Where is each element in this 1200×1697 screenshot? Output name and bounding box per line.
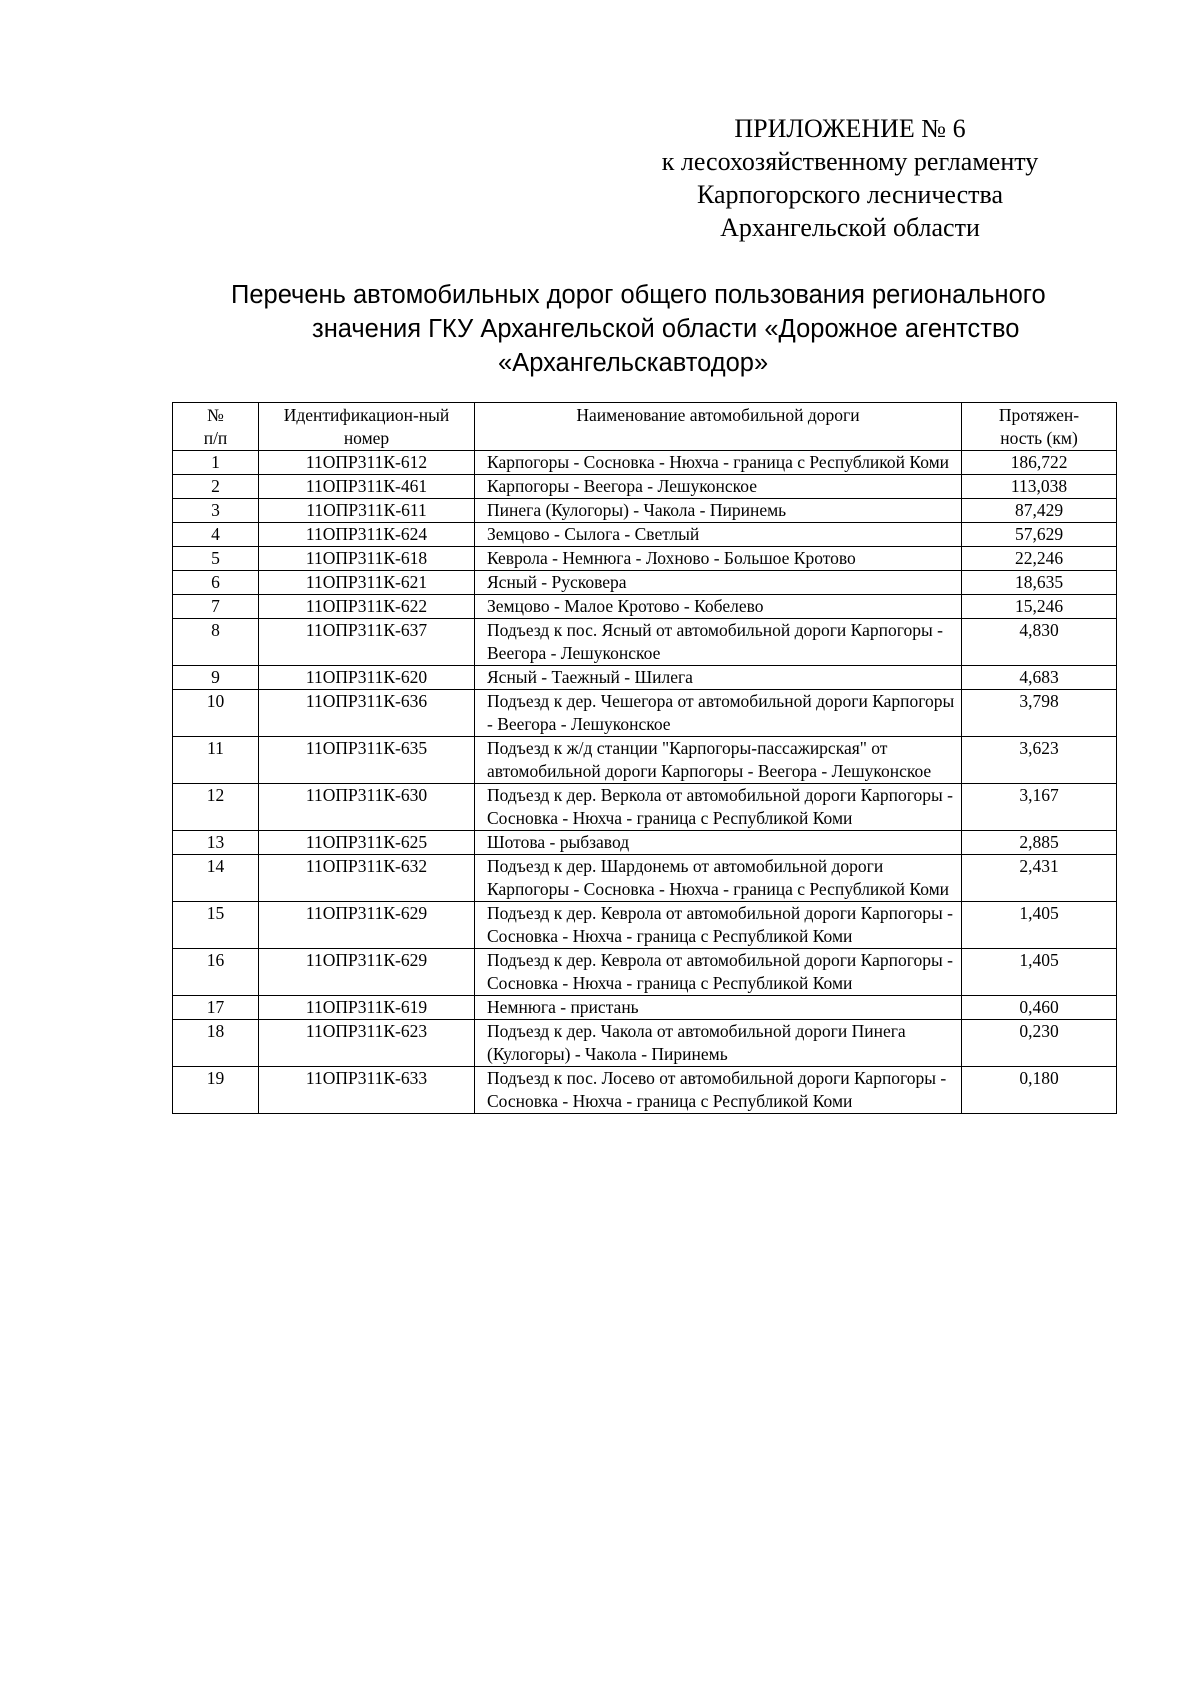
appendix-line: Архангельской области <box>720 213 980 242</box>
row-road-name-cell: Карпогоры - Сосновка - Нюхча - граница с Республикой Коми <box>475 451 962 475</box>
table-row <box>173 547 1117 571</box>
row-length-cell: 4,830 <box>962 619 1117 666</box>
row-identifier-cell: 11ОПР311К-629 <box>259 902 475 949</box>
row-identifier-cell: 11ОПР311К-625 <box>259 831 475 855</box>
row-road-name-cell: Подъезд к пос. Лосево от автомобильной дороги Карпогоры - Сосновка - Нюхча - граница с Республикой Коми <box>475 1067 962 1114</box>
row-number-cell: 11 <box>173 737 259 784</box>
table-row <box>173 784 1117 831</box>
row-number-cell: 6 <box>173 571 259 595</box>
row-number-cell: 7 <box>173 595 259 619</box>
row-number-cell: 8 <box>173 619 259 666</box>
appendix-line: ПРИЛОЖЕНИЕ № 6 <box>734 114 966 143</box>
row-identifier-cell: 11ОПР311К-629 <box>259 949 475 996</box>
row-number-cell: 15 <box>173 902 259 949</box>
row-identifier-cell: 11ОПР311К-612 <box>259 451 475 475</box>
table-row <box>173 855 1117 902</box>
row-identifier-cell: 11ОПР311К-622 <box>259 595 475 619</box>
table-body <box>173 451 1117 1114</box>
row-road-name-cell: Немнюга - пристань <box>475 996 962 1020</box>
row-number-cell: 17 <box>173 996 259 1020</box>
row-road-name-cell: Подъезд к дер. Шардонемь от автомобильной дороги Карпогоры - Сосновка - Нюхча - граница с Республикой Коми <box>475 855 962 902</box>
header-number: № п/п <box>173 403 259 451</box>
row-road-name-cell: Подъезд к пос. Ясный от автомобильной дороги Карпогоры - Веегора - Лешуконское <box>475 619 962 666</box>
row-road-name-cell: Шотова - рыбзавод <box>475 831 962 855</box>
table-row <box>173 666 1117 690</box>
table-row <box>173 475 1117 499</box>
row-identifier-cell: 11ОПР311К-624 <box>259 523 475 547</box>
row-number-cell: 2 <box>173 475 259 499</box>
row-identifier-cell: 11ОПР311К-618 <box>259 547 475 571</box>
table-row <box>173 595 1117 619</box>
appendix-line: к лесохозяйственному регламенту <box>661 147 1039 176</box>
table-row <box>173 451 1117 475</box>
table-row <box>173 571 1117 595</box>
row-number-cell: 4 <box>173 523 259 547</box>
row-identifier-cell: 11ОПР311К-619 <box>259 996 475 1020</box>
row-number-cell: 3 <box>173 499 259 523</box>
row-identifier-cell: 11ОПР311К-620 <box>259 666 475 690</box>
table-row <box>173 737 1117 784</box>
row-number-cell: 18 <box>173 1020 259 1067</box>
document-title <box>150 278 1070 380</box>
roads-table <box>172 402 1117 1114</box>
row-road-name-cell: Ясный - Таежный - Шилега <box>475 666 962 690</box>
table-row <box>173 949 1117 996</box>
table-row <box>173 902 1117 949</box>
row-length-cell: 3,167 <box>962 784 1117 831</box>
row-number-cell: 14 <box>173 855 259 902</box>
row-length-cell: 3,798 <box>962 690 1117 737</box>
row-length-cell: 57,629 <box>962 523 1117 547</box>
row-length-cell: 1,405 <box>962 902 1117 949</box>
row-number-cell: 1 <box>173 451 259 475</box>
row-number-cell: 16 <box>173 949 259 996</box>
table-row <box>173 619 1117 666</box>
table-row <box>173 996 1117 1020</box>
row-length-cell: 0,460 <box>962 996 1117 1020</box>
title-line: «Архангельскавтодор» <box>498 349 769 377</box>
row-road-name-cell: Подъезд к дер. Чешегора от автомобильной дороги Карпогоры - Веегора - Лешуконское <box>475 690 962 737</box>
row-length-cell: 2,431 <box>962 855 1117 902</box>
row-number-cell: 5 <box>173 547 259 571</box>
row-length-cell: 1,405 <box>962 949 1117 996</box>
table-row <box>173 690 1117 737</box>
row-road-name-cell: Пинега (Кулогоры) - Чакола - Пиринемь <box>475 499 962 523</box>
row-road-name-cell: Подъезд к дер. Кеврола от автомобильной дороги Карпогоры - Сосновка - Нюхча - граница с Республикой Коми <box>475 949 962 996</box>
table-row <box>173 523 1117 547</box>
title-line: значения ГКУ Архангельской области «Дорожное агентство <box>312 315 1020 343</box>
row-length-cell: 0,230 <box>962 1020 1117 1067</box>
appendix-header <box>640 112 1060 244</box>
row-length-cell: 87,429 <box>962 499 1117 523</box>
table-row <box>173 1020 1117 1067</box>
header-identifier: Идентификацион-ный номер <box>259 403 475 451</box>
row-length-cell: 4,683 <box>962 666 1117 690</box>
row-length-cell: 3,623 <box>962 737 1117 784</box>
row-number-cell: 10 <box>173 690 259 737</box>
title-line: Перечень автомобильных дорог общего пользования регионального <box>231 281 1046 309</box>
row-identifier-cell: 11ОПР311К-630 <box>259 784 475 831</box>
row-number-cell: 9 <box>173 666 259 690</box>
row-road-name-cell: Кеврола - Немнюга - Лохново - Большое Кротово <box>475 547 962 571</box>
row-identifier-cell: 11ОПР311К-637 <box>259 619 475 666</box>
row-identifier-cell: 11ОПР311К-621 <box>259 571 475 595</box>
table-header <box>173 403 1117 451</box>
row-length-cell: 18,635 <box>962 571 1117 595</box>
row-identifier-cell: 11ОПР311К-611 <box>259 499 475 523</box>
row-identifier-cell: 11ОПР311К-461 <box>259 475 475 499</box>
row-number-cell: 12 <box>173 784 259 831</box>
row-road-name-cell: Земцово - Малое Кротово - Кобелево <box>475 595 962 619</box>
row-length-cell: 113,038 <box>962 475 1117 499</box>
header-length: Протяжен-ность (км) <box>962 403 1117 451</box>
row-number-cell: 19 <box>173 1067 259 1114</box>
table-row <box>173 1067 1117 1114</box>
row-road-name-cell: Подъезд к дер. Веркола от автомобильной дороги Карпогоры - Сосновка - Нюхча - граница с Республикой Коми <box>475 784 962 831</box>
row-road-name-cell: Подъезд к дер. Кеврола от автомобильной дороги Карпогоры - Сосновка - Нюхча - граница с Республикой Коми <box>475 902 962 949</box>
appendix-line: Карпогорского лесничества <box>696 180 1003 209</box>
row-length-cell: 15,246 <box>962 595 1117 619</box>
row-length-cell: 22,246 <box>962 547 1117 571</box>
row-identifier-cell: 11ОПР311К-633 <box>259 1067 475 1114</box>
row-length-cell: 0,180 <box>962 1067 1117 1114</box>
row-number-cell: 13 <box>173 831 259 855</box>
row-identifier-cell: 11ОПР311К-632 <box>259 855 475 902</box>
row-road-name-cell: Подъезд к ж/д станции "Карпогоры-пассажирская" от автомобильной дороги Карпогоры - Веегора - Лешуконское <box>475 737 962 784</box>
row-road-name-cell: Ясный - Русковера <box>475 571 962 595</box>
table-row <box>173 831 1117 855</box>
row-identifier-cell: 11ОПР311К-635 <box>259 737 475 784</box>
row-road-name-cell: Карпогоры - Веегора - Лешуконское <box>475 475 962 499</box>
header-row <box>173 403 1117 451</box>
row-road-name-cell: Земцово - Сылога - Светлый <box>475 523 962 547</box>
row-road-name-cell: Подъезд к дер. Чакола от автомобильной дороги Пинега (Кулогоры) - Чакола - Пиринемь <box>475 1020 962 1067</box>
table-row <box>173 499 1117 523</box>
row-length-cell: 186,722 <box>962 451 1117 475</box>
row-identifier-cell: 11ОПР311К-636 <box>259 690 475 737</box>
header-road-name: Наименование автомобильной дороги <box>475 403 962 451</box>
row-length-cell: 2,885 <box>962 831 1117 855</box>
row-identifier-cell: 11ОПР311К-623 <box>259 1020 475 1067</box>
